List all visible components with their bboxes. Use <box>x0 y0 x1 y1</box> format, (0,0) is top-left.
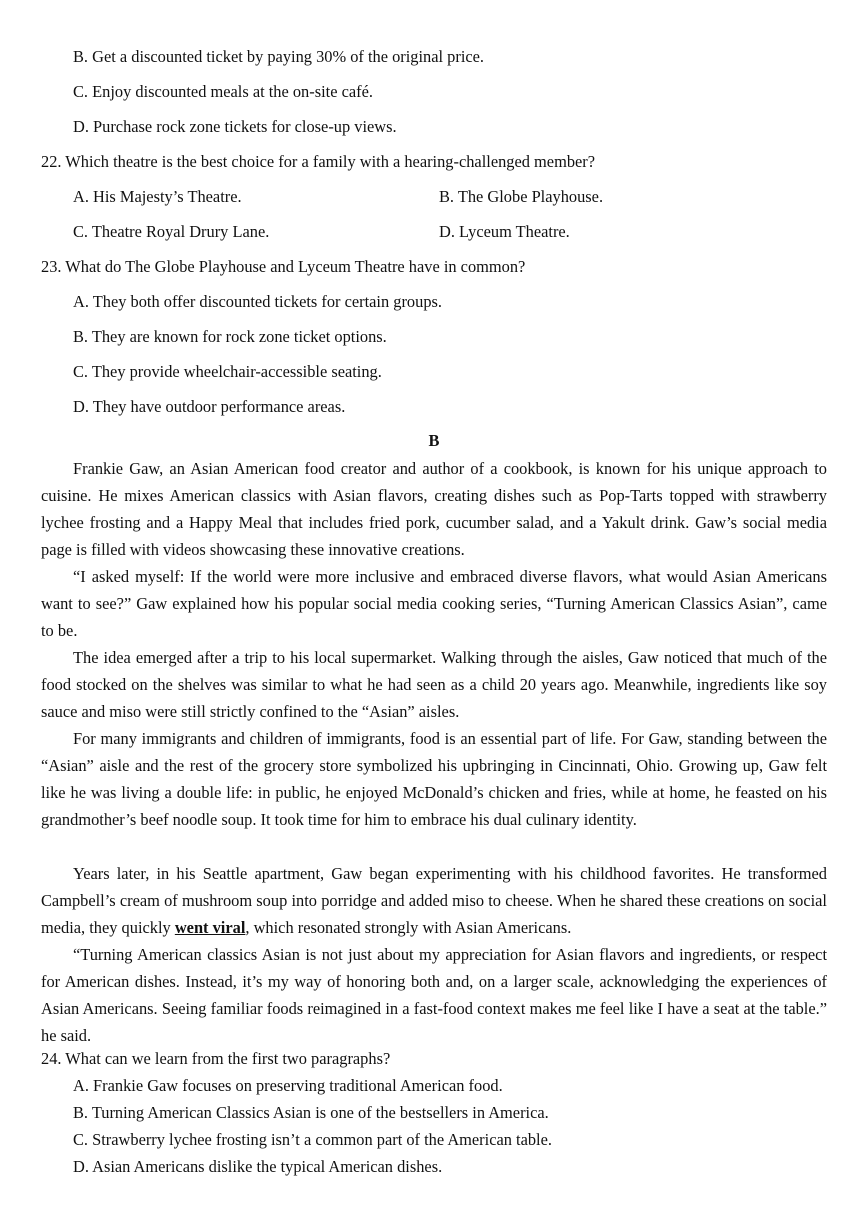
paragraph-5-text-end: , which resonated strongly with Asian Americans. <box>245 918 572 937</box>
paragraph-5-text-start: Years later, in his Seattle apartment, Gaw began experimenting with his childhood favorites. He transformed Campbell’s cream of mushroom soup into porridge and added miso to cheese. When he shared these creations on social media, they quickly <box>41 864 827 937</box>
q23-option-b: B. They are known for rock zone ticket options. <box>73 327 387 346</box>
passage-paragraph-1: Frankie Gaw, an Asian American food creator and author of a cookbook, is known for his unique approach to cuisine. He mixes American classics with Asian flavors, creating dishes such as Pop-Tarts topped with strawberry lychee frosting and a Happy Meal that includes fried pork, cucumber salad, and a Yakult drink. Gaw’s social media page is filled with videos showcasing these innovative creations. <box>41 459 827 559</box>
passage-paragraph-3: The idea emerged after a trip to his local supermarket. Walking through the aisles, Gaw noticed that much of the food stocked on the shelves was similar to what he had seen as a child 20 years ago. Meanwhile, ingredients like soy sauce and miso were still strictly confined to the “Asian” aisles. <box>41 648 827 721</box>
q21-option-b: B. Get a discounted ticket by paying 30% of the original price. <box>73 47 485 66</box>
q24-option-b: B. Turning American Classics Asian is one of the bestsellers in America. <box>73 1103 549 1122</box>
q24-option-a: A. Frankie Gaw focuses on preserving traditional American food. <box>73 1076 503 1095</box>
passage-paragraph-6: “Turning American classics Asian is not just about my appreciation for Asian flavors and ingredients, or respect for American dishes. Instead, it’s my way of honoring both and, on a larger scale, acknowledging the experiences of Asian Americans. Seeing familiar foods reimagined in a fast-food context makes me feel like I have a seat at the table.” he said. <box>41 945 827 1045</box>
q22-option-d: D. Lyceum Theatre. <box>439 222 570 241</box>
q24-option-c: C. Strawberry lychee frosting isn’t a common part of the American table. <box>73 1130 552 1149</box>
q23-option-c: C. They provide wheelchair-accessible seating. <box>73 362 382 381</box>
q23-question: 23. What do The Globe Playhouse and Lyceum Theatre have in common? <box>41 257 526 276</box>
q21-option-c: C. Enjoy discounted meals at the on-site café. <box>73 82 373 101</box>
passage-paragraph-2: “I asked myself: If the world were more inclusive and embraced diverse flavors, what would Asian Americans want to see?” Gaw explained how his popular social media cooking series, “Turning American Classics Asian”, came to be. <box>41 567 827 640</box>
q24-question: 24. What can we learn from the first two paragraphs? <box>41 1049 391 1068</box>
q23-option-a: A. They both offer discounted tickets for certain groups. <box>73 292 442 311</box>
q22-option-c: C. Theatre Royal Drury Lane. <box>73 222 270 241</box>
highlighted-phrase: went viral <box>174 918 246 937</box>
q22-question: 22. Which theatre is the best choice for a family with a hearing-challenged member? <box>41 152 596 171</box>
q24-option-d: D. Asian Americans dislike the typical American dishes. <box>73 1157 443 1176</box>
q22-option-b: B. The Globe Playhouse. <box>439 187 604 206</box>
passage-paragraph-4: For many immigrants and children of immigrants, food is an essential part of life. For Gaw, standing between the “Asian” aisle and the rest of the grocery store symbolized his upbringing in Cincinnati, Ohio. Growing up, Gaw felt like he was living a double life: in public, he enjoyed McDonald’s chicken and fries, while at home, he feasted on his grandmother’s beef noodle soup. It took time for him to embrace his dual culinary identity. <box>41 729 827 829</box>
q22-option-a: A. His Majesty’s Theatre. <box>73 187 242 206</box>
section-heading: B <box>428 431 440 450</box>
passage-paragraph-5 <box>41 860 827 941</box>
q21-option-d: D. Purchase rock zone tickets for close-up views. <box>73 117 397 136</box>
q23-option-d: D. They have outdoor performance areas. <box>73 397 346 416</box>
